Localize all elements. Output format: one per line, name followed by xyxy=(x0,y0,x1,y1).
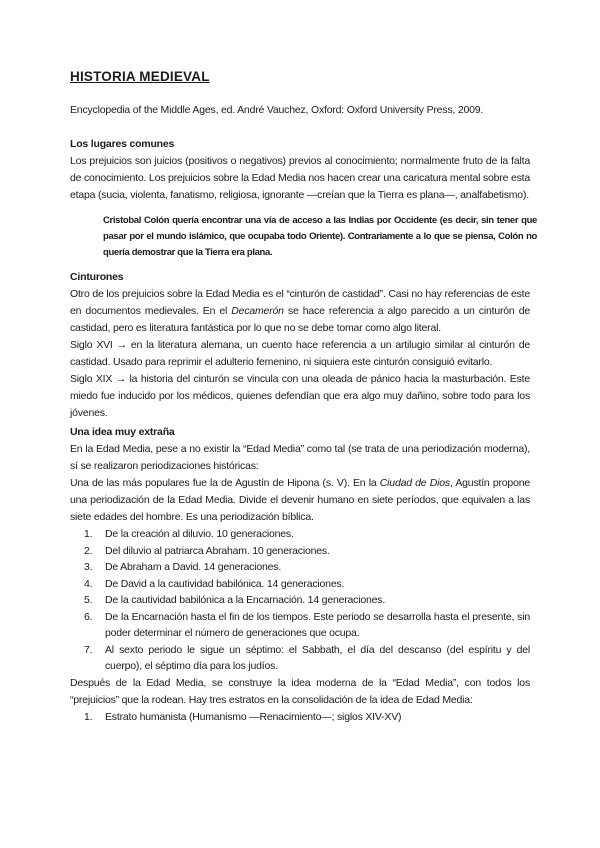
section-heading-idea-extrana: Una idea muy extraña xyxy=(70,426,175,438)
paragraph-text: se hace referencia a algo parecido a un cinturón de castidad, pero es literatura fantástica por lo que no se debe tomar como algo literal. xyxy=(70,305,530,334)
list-item-periodo-3 xyxy=(84,559,530,576)
numbered-list-estratos xyxy=(70,709,530,726)
list-item-text: De la Encarnación hasta el fin de los tiempos. Este periodo se desarrolla hasta el presente, sin poder determinar el número de generaciones que ocupa. xyxy=(105,610,530,639)
list-item-number: 5. xyxy=(84,594,93,606)
list-item-periodo-7 xyxy=(84,642,530,675)
list-item-number: 4. xyxy=(84,577,93,590)
list-item-text: De la cautividad babilónica a la Encarnación. 14 generaciones. xyxy=(105,594,386,606)
document-title: HISTORIA MEDIEVAL xyxy=(70,69,210,84)
list-item-periodo-6 xyxy=(84,609,530,642)
list-item-periodo-4 xyxy=(84,576,530,593)
list-item-estrato-humanista xyxy=(84,709,530,726)
paragraph-agustin xyxy=(70,475,530,526)
paragraph-siglo-xvi: Siglo XVI → en la literatura alemana, un cuento hace referencia a un artilugio similar al cinturón de castidad. Usado para reprimir el adulterio femenino, ni siquiera este cinturón consiguió evitarlo. xyxy=(70,339,530,368)
list-item-number: 3. xyxy=(84,561,93,573)
book-title-ciudad-de-dios: Ciudad de Dios xyxy=(379,477,450,489)
paragraph-cinturon-castidad xyxy=(70,286,530,337)
reference-line: Encyclopedia of the Middle Ages, ed. André Vauchez, Oxford: Oxford University Press, 2009. xyxy=(70,104,484,116)
paragraph-periodizacion: En la Edad Media, pese a no existir la “Edad Media” como tal (se trata de una periodización moderna), sí se realizaron periodizaciones históricas: xyxy=(70,443,530,472)
list-item-text: De David a la cautividad babilónica. 14 generaciones. xyxy=(105,577,345,590)
paragraph-prejuicios: Los prejuicios son juicios (positivos o negativos) previos al conocimiento; normalmente fruto de la falta de conocimiento. Los prejuicios sobre la Edad Media nos hacen crear una caricatura mental sobre esta etapa (sucia, violenta, fanatismo, religiosa, ignorante —creían que la Tierra es plana—, analfabetismo). xyxy=(70,155,530,201)
paragraph-despues-edad-media: Después de la Edad Media, se construye la idea moderna de la “Edad Media”, con todos los “prejuicios” que la rodean. Hay tres estratos en la consolidación de la idea de Edad Media: xyxy=(70,676,530,706)
list-item-number: 2. xyxy=(84,544,93,557)
list-item-periodo-2 xyxy=(84,543,530,560)
list-item-text: De la creación al diluvio. 10 generaciones. xyxy=(105,528,294,540)
paragraph-text: Otro de los prejuicios sobre la Edad Media es el “cinturón de castidad”. Casi no hay referencias de este en documentos medievales. En el xyxy=(70,288,530,317)
book-title-decameron: Decamerón xyxy=(231,305,284,317)
list-item-number: 1. xyxy=(84,528,93,540)
section-heading-cinturones: Cinturones xyxy=(70,271,124,283)
numbered-list-periodos xyxy=(70,526,530,675)
list-item-text: Al sexto periodo le sigue un séptimo: el Sabbath, el día del descanso (del espíritu y del cuerpo), el séptimo día para los judíos. xyxy=(105,643,530,672)
quote-block-colon: Cristobal Colón quería encontrar una vía de acceso a las Indias por Occidente (es decir, sin tener que pasar por el mundo islámico, que ocupaba todo Oriente). Contrariamente a lo que se piensa, Colón no quería demostrar que la Tierra era plana. xyxy=(103,215,537,258)
list-item-number: 1. xyxy=(84,710,93,723)
list-item-number: 6. xyxy=(84,610,93,623)
list-item-number: 7. xyxy=(84,643,93,656)
paragraph-siglo-xix: Siglo XIX → la historia del cinturón se vincula con una oleada de pánico hacia la masturbación. Este miedo fue inducido por los médicos, quienes defendían que era algo muy dañino, sobre todo para los jóvenes. xyxy=(70,373,530,419)
list-item-text: De Abraham a David. 14 generaciones. xyxy=(105,561,282,573)
paragraph-text: Una de las más populares fue la de Agustín de Hipona (s. V). En la xyxy=(70,477,380,489)
section-heading-lugares-comunes: Los lugares comunes xyxy=(70,138,175,150)
list-item-periodo-1 xyxy=(84,526,530,543)
paragraph-text: , Agustín propone una periodización de la Edad Media. Divide el devenir humano en siete períodos, que equivalen a las siete edades del hombre. Es una periodización bíblica. xyxy=(70,477,530,523)
list-item-text: Estrato humanista (Humanismo —Renacimiento—; siglos XIV-XV) xyxy=(105,710,402,723)
list-item-periodo-5 xyxy=(84,592,530,609)
list-item-text: Del diluvio al patriarca Abraham. 10 generaciones. xyxy=(105,544,330,557)
